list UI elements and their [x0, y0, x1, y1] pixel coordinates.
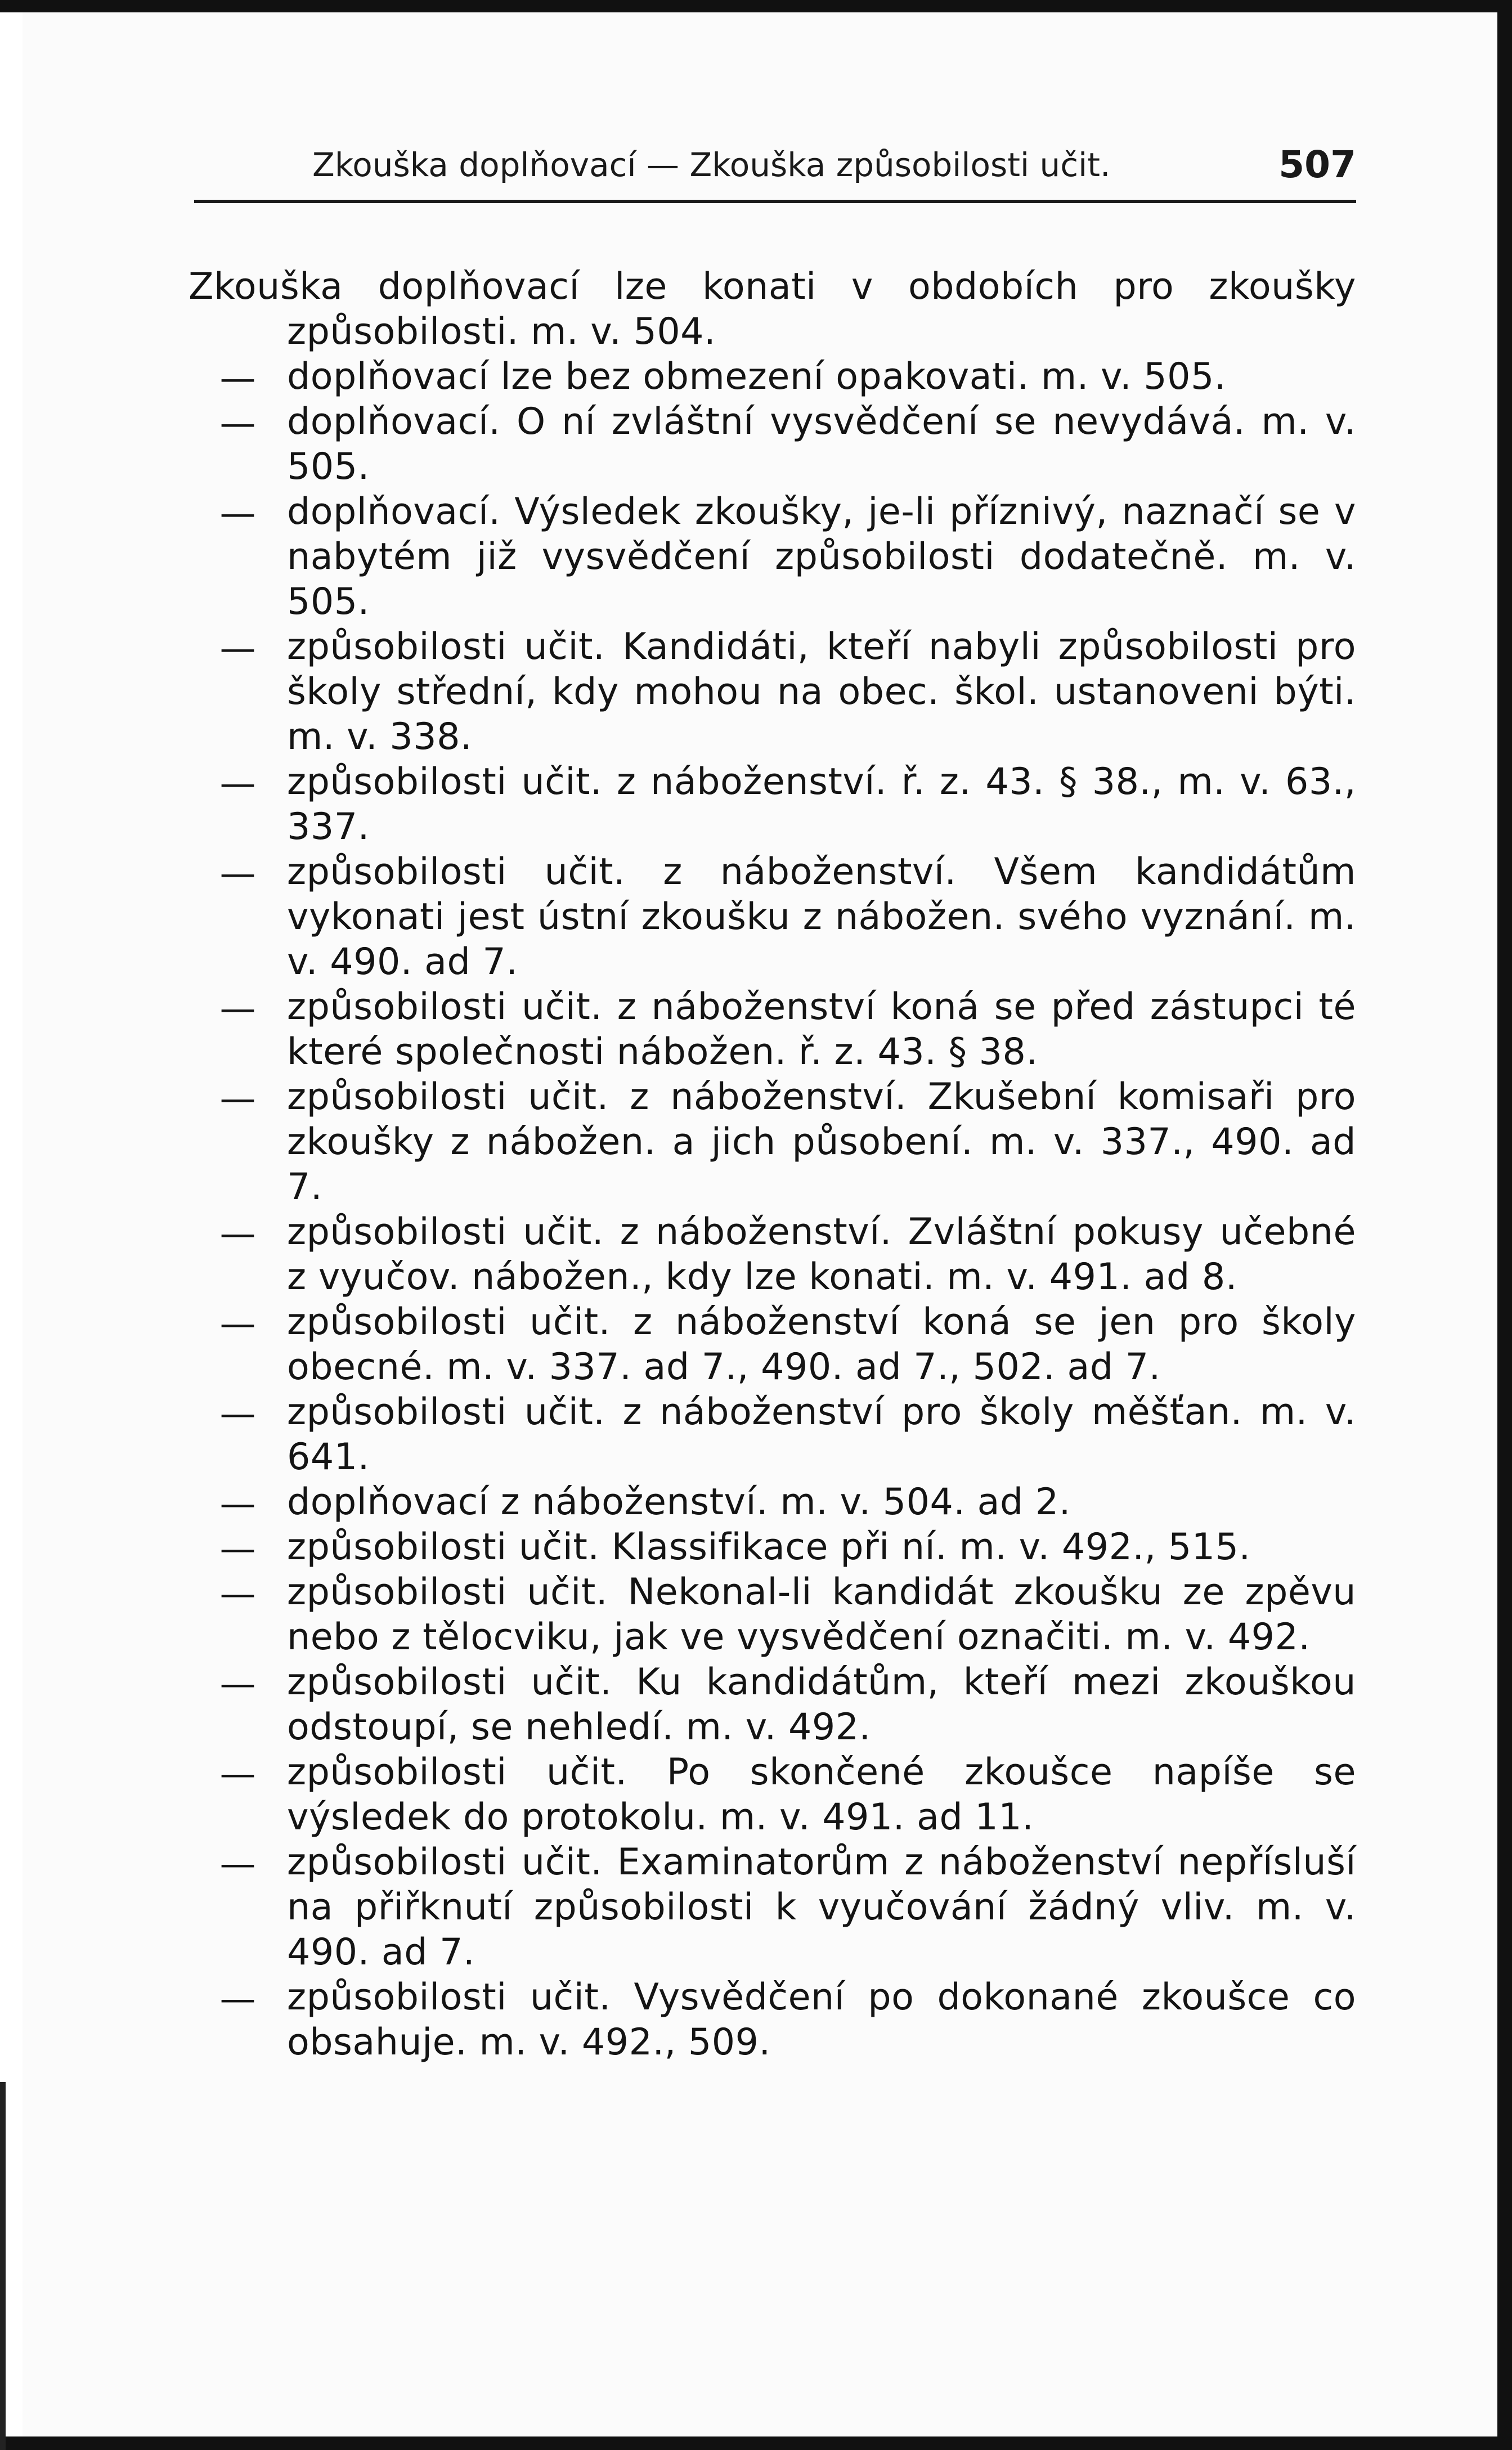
index-entry	[0, 850, 1512, 985]
entry-dash: —	[219, 1663, 256, 1705]
index-entry	[0, 760, 1512, 850]
entry-text: doplňovací z náboženství. m. v. 504. ad 2.	[287, 1481, 1071, 1523]
index-entry	[0, 264, 1512, 355]
entry-dash: —	[219, 1213, 256, 1255]
entry-text: způsobilosti učit. z náboženství. Zkušební komisaři pro zkoušky z nábožen. a jich působení. m. v. 337., 490. ad 7.	[287, 1076, 1356, 1208]
index-entry	[0, 490, 1512, 625]
index-entry	[0, 1525, 1512, 1570]
entry-text: doplňovací lze bez obmezení opakovati. m. v. 505.	[287, 356, 1227, 398]
entry-dash: —	[219, 1528, 256, 1570]
running-head	[312, 140, 1356, 190]
entry-dash: —	[219, 1573, 256, 1615]
scan-border-bottom	[0, 2436, 1512, 2450]
index-entry	[0, 1840, 1512, 1975]
index-entry	[0, 1480, 1512, 1525]
entry-dash: —	[219, 1303, 256, 1345]
entry-text: způsobilosti učit. z náboženství. ř. z. 43. § 38., m. v. 63., 337.	[287, 761, 1356, 848]
entry-text: způsobilosti učit. z náboženství. Všem kandidátům vykonati jest ústní zkoušku z nábožen. svého vyznání. m. v. 490. ad 7.	[287, 851, 1356, 983]
index-entry	[0, 1975, 1512, 2065]
entry-dash: —	[219, 403, 256, 445]
index-entry	[0, 985, 1512, 1075]
index-entry	[0, 625, 1512, 760]
page-number: 507	[1278, 143, 1356, 186]
entry-text: způsobilosti učit. Kandidáti, kteří nabyli způsobilosti pro školy střední, kdy mohou na obec. škol. ustanoveni býti. m. v. 338.	[287, 626, 1356, 758]
entry-text: způsobilosti učit. Po skončené zkoušce napíše se výsledek do protokolu. m. v. 491. ad 11.	[287, 1751, 1356, 1838]
entry-text: způsobilosti učit. Examinatorům z náboženství nepřísluší na přiřknutí způsobilosti k vyučování žádný vliv. m. v. 490. ad 7.	[287, 1841, 1356, 1973]
entry-dash: —	[219, 988, 256, 1030]
index-entry	[0, 1210, 1512, 1300]
index-entries	[0, 264, 1512, 2065]
index-entry	[0, 1570, 1512, 1660]
entry-text: způsobilosti učit. Nekonal-li kandidát zkoušku ze zpěvu nebo z tělocviku, jak ve vysvědčení označiti. m. v. 492.	[287, 1571, 1356, 1658]
entry-text: způsobilosti učit. z náboženství koná se jen pro školy obecné. m. v. 337. ad 7., 490. ad 7., 502. ad 7.	[287, 1301, 1356, 1388]
entry-dash: —	[219, 1843, 256, 1885]
entry-dash: —	[219, 853, 256, 895]
entry-text: způsobilosti učit. Vysvědčení po dokonané zkoušce co obsahuje. m. v. 492., 509.	[287, 1976, 1356, 2063]
entry-dash: —	[219, 358, 256, 400]
scan-border-left	[0, 2082, 6, 2450]
index-entry	[0, 355, 1512, 400]
entry-text: způsobilosti učit. z náboženství pro školy měšťan. m. v. 641.	[287, 1391, 1356, 1478]
entry-dash: —	[219, 1753, 256, 1795]
running-title: Zkouška doplňovací — Zkouška způsobilosti učit.	[312, 146, 1111, 184]
entry-text: způsobilosti učit. z náboženství koná se před zástupci té které společnosti nábožen. ř. z. 43. § 38.	[287, 986, 1356, 1073]
scan-border-top	[0, 0, 1512, 12]
entry-dash: —	[219, 1483, 256, 1525]
index-entry	[0, 1750, 1512, 1840]
entry-text: způsobilosti učit. z náboženství. Zvláštní pokusy učebné z vyučov. nábožen., kdy lze konati. m. v. 491. ad 8.	[287, 1211, 1356, 1298]
entry-dash: —	[219, 628, 256, 670]
entry-text: způsobilosti učit. Klassifikace při ní. m. v. 492., 515.	[287, 1526, 1251, 1568]
header-rule	[194, 200, 1356, 203]
index-entry	[0, 1075, 1512, 1210]
entry-text: doplňovací. O ní zvláštní vysvědčení se nevydává. m. v. 505.	[287, 401, 1356, 488]
entry-text: způsobilosti učit. Ku kandidátům, kteří mezi zkouškou odstoupí, se nehledí. m. v. 492.	[287, 1661, 1356, 1748]
index-entry	[0, 1300, 1512, 1390]
index-entry	[0, 400, 1512, 490]
entry-dash	[211, 264, 264, 313]
index-entry	[0, 1660, 1512, 1750]
entry-dash: —	[219, 1078, 256, 1120]
index-entry	[0, 1390, 1512, 1480]
entry-dash: —	[219, 1393, 256, 1435]
entry-text: doplňovací. Výsledek zkoušky, je-li příznivý, naznačí se v nabytém již vysvědčení způsobilosti dodatečně. m. v. 505.	[287, 491, 1356, 623]
entry-text: Zkouška doplňovací lze konati v obdobích pro zkoušky způsobilosti. m. v. 504.	[189, 266, 1356, 353]
entry-dash: —	[219, 493, 256, 535]
entry-dash: —	[219, 763, 256, 805]
entry-dash: —	[219, 1978, 256, 2020]
